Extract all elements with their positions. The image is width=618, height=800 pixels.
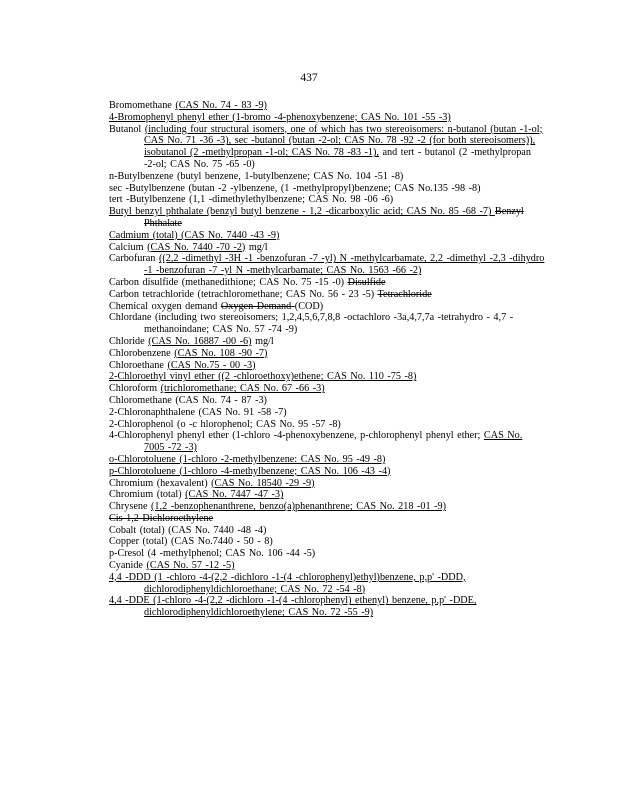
- entry-list: [109, 100, 545, 619]
- entry-text: Chromium (total): [109, 489, 186, 501]
- entry-text: Chromium (hexavalent): [109, 477, 212, 489]
- entry-text: n-Butylbenzene (butyl benzene, 1-butylbenzene; CAS No. 104 -51 -8): [109, 170, 404, 182]
- entry: [109, 312, 545, 336]
- struck-text: Tetrachloride: [377, 288, 432, 300]
- underlined-text: (CAS No. 108 -90 -7): [174, 347, 268, 359]
- entry-text: Chemical oxygen demand: [109, 300, 221, 312]
- entry: [109, 253, 545, 277]
- underlined-text: 4,4 -DDD (1 -chloro -4-(2,2 -dichloro -1-(4 -chlorophenyl)ethyl)benzene, p,p' -DDD, dichlorodiphenyldichloroethane; CAS No. 72 -54 -8): [109, 571, 466, 595]
- entry-text: Chloride: [109, 335, 149, 347]
- entry-text: Copper (total) (CAS No.7440 - 50 - 8): [109, 536, 273, 548]
- underlined-text: (CAS No. 74 - 83 -9): [175, 100, 267, 111]
- entry-text: Butanol: [109, 123, 145, 135]
- entry-text: and tert - butanol (2 -methylpropan -2-ol; CAS No. 75 -65 -0): [144, 147, 531, 170]
- entry: [109, 501, 545, 513]
- underlined-text: (including four structural isomers, one of which has two stereoisomers: n-butanol (butan -1-ol; CAS No. 71 -36 -3), sec -butanol (butan -2-ol; CAS No. 78 -92 -2 (for both stereoisomers)), isobutanol (2 -methylpropan -1-ol; CAS No. 78 -83 -1),: [144, 123, 543, 159]
- entry: [109, 348, 545, 360]
- entry-text: Bromomethane: [109, 100, 176, 111]
- entry: [109, 489, 545, 501]
- entry: [109, 560, 545, 572]
- entry: [109, 277, 545, 289]
- entry: [109, 395, 545, 407]
- entry-text: Cyanide: [109, 560, 147, 572]
- entry: [109, 466, 545, 478]
- entry-text: tert -Butylbenzene (1,1 -dimethylethylbenzene; CAS No. 98 -06 -6): [109, 194, 394, 206]
- entry-text: Chlorobenzene: [109, 347, 175, 359]
- entry: [109, 478, 545, 490]
- underlined-text: 4-Bromophenyl phenyl ether (1-bromo -4-phenoxybenzene; CAS No. 101 -55 -3): [109, 111, 451, 123]
- underlined-text: 2-Chloroethyl vinyl ether ((2 -chloroethoxy)ethene; CAS No. 110 -75 -8): [109, 371, 417, 383]
- entry: [109, 301, 545, 313]
- entry: [109, 430, 545, 454]
- entry-text: Carbon tetrachloride (tetrachloromethane; CAS No. 56 - 23 -5): [109, 288, 378, 300]
- entry: [109, 289, 545, 301]
- entry: [109, 525, 545, 537]
- underlined-text: (CAS No. 16887 -00 -6): [148, 335, 252, 347]
- entry: [109, 454, 545, 466]
- underlined-text: 4,4 -DDE (1-chloro -4-(2,2 -dichloro -1-(4 -chlorophenyl) ethenyl) benzene, p,p' -DDE, dichlorodiphenyldichloroethylene; CAS No. 72 -55 -9): [109, 595, 477, 619]
- entry-text: (COD): [294, 300, 324, 312]
- entry-text: Chloroethane: [109, 359, 168, 371]
- underlined-text: (1,2 -benzophenanthrene, benzo(a)phenanthrene; CAS No. 218 -01 -9): [151, 501, 447, 513]
- entry-text: Calcium: [109, 241, 148, 253]
- underlined-text: p-Chlorotoluene (1-chloro -4-methylbenzene; CAS No. 106 -43 -4): [109, 465, 391, 477]
- underlined-text: (CAS No. 7440 -70 -2): [147, 241, 246, 253]
- underlined-text: (CAS No. 7447 -47 -3): [185, 489, 284, 501]
- entry-text: Chrysene: [109, 501, 152, 513]
- struck-text: Disulfide: [347, 276, 386, 288]
- entry: [109, 171, 545, 183]
- struck-text: Benzyl Phthalate: [144, 206, 524, 229]
- entry: [109, 371, 545, 383]
- entry-text: Chlordane (including two stereoisomers; 1,2,4,5,6,7,8,8 -octachloro -3a,4,7,7a -tetrahydro - 4,7 -methanoindane; CAS No. 57 -74 -9): [109, 312, 514, 336]
- entry-text: sec -Butylbenzene (butan -2 -ylbenzene, (1 -methylpropyl)benzene; CAS No.135 -98 -8): [109, 182, 481, 194]
- entry-text: 2-Chloronaphthalene (CAS No. 91 -58 -7): [109, 406, 287, 418]
- entry: [109, 407, 545, 419]
- entry: [109, 112, 545, 124]
- entry: [109, 419, 545, 431]
- entry: [109, 206, 545, 230]
- entry: [109, 100, 545, 112]
- entry-text: Carbofuran: [109, 253, 159, 265]
- underlined-text: (CAS No. 57 -12 -5): [146, 560, 235, 572]
- struck-text: Oxygen Demand: [220, 300, 295, 312]
- underlined-text: ((2,2 -dimethyl -3H -1 -benzofuran -7 -yl) N -methylcarbamate, 2,2 -dimethyl -2,3 -dihydro -1 -benzofuran -7 -yl N -methylcarbamate; CAS No. 1563 -66 -2): [144, 253, 545, 277]
- underlined-text: o-Chlorotoluene (1-chloro -2-methylbenzene: CAS No. 95 -49 -8): [109, 453, 386, 465]
- entry-text: 2-Chlorophenol (o -c hlorophenol; CAS No. 95 -57 -8): [109, 418, 341, 430]
- entry: [109, 536, 545, 548]
- entry-text: p-Cresol (4 -methylphenol; CAS No. 106 -44 -5): [109, 548, 316, 560]
- underlined-text: (CAS No. 18540 -29 -9): [211, 477, 315, 489]
- entry-text: Carbon disulfide (methanedithione; CAS No. 75 -15 -0): [109, 276, 348, 288]
- entry-text: Chloroform: [109, 383, 161, 395]
- entry: [109, 230, 545, 242]
- entry: [109, 242, 545, 254]
- entry: [109, 572, 545, 596]
- entry: [109, 336, 545, 348]
- entry-text: mg/l: [245, 241, 268, 253]
- entry: [109, 548, 545, 560]
- entry: [109, 194, 545, 206]
- entry-text: 4-Chlorophenyl phenyl ether (1-chloro -4-phenoxybenzene, p-chlorophenyl phenyl ether;: [109, 430, 484, 442]
- entry-text: Chloromethane (CAS No. 74 - 87 -3): [109, 394, 267, 406]
- entry: [109, 513, 545, 525]
- underlined-text: (trichloromethane; CAS No. 67 -66 -3): [160, 383, 325, 395]
- entry: [109, 595, 545, 619]
- entry: [109, 383, 545, 395]
- underlined-text: (CAS No.75 - 00 -3): [167, 359, 256, 371]
- entry: [109, 124, 545, 171]
- underlined-text: Butyl benzyl phthalate (benzyl butyl benzene - 1,2 -dicarboxylic acid; CAS No. 85 -68 -7): [109, 206, 495, 218]
- entry: [109, 360, 545, 372]
- entry: [109, 183, 545, 195]
- entry-text: mg/l: [251, 335, 274, 347]
- underlined-text: Cadmium (total) (CAS No. 7440 -43 -9): [109, 229, 280, 241]
- struck-text: Cis 1,2 Dichloroethylene: [109, 512, 214, 524]
- entry-text: Cobalt (total) (CAS No. 7440 -48 -4): [109, 524, 267, 536]
- underlined-text: CAS No. 7005 -72 -3): [144, 430, 523, 454]
- page-number: 437: [300, 72, 318, 84]
